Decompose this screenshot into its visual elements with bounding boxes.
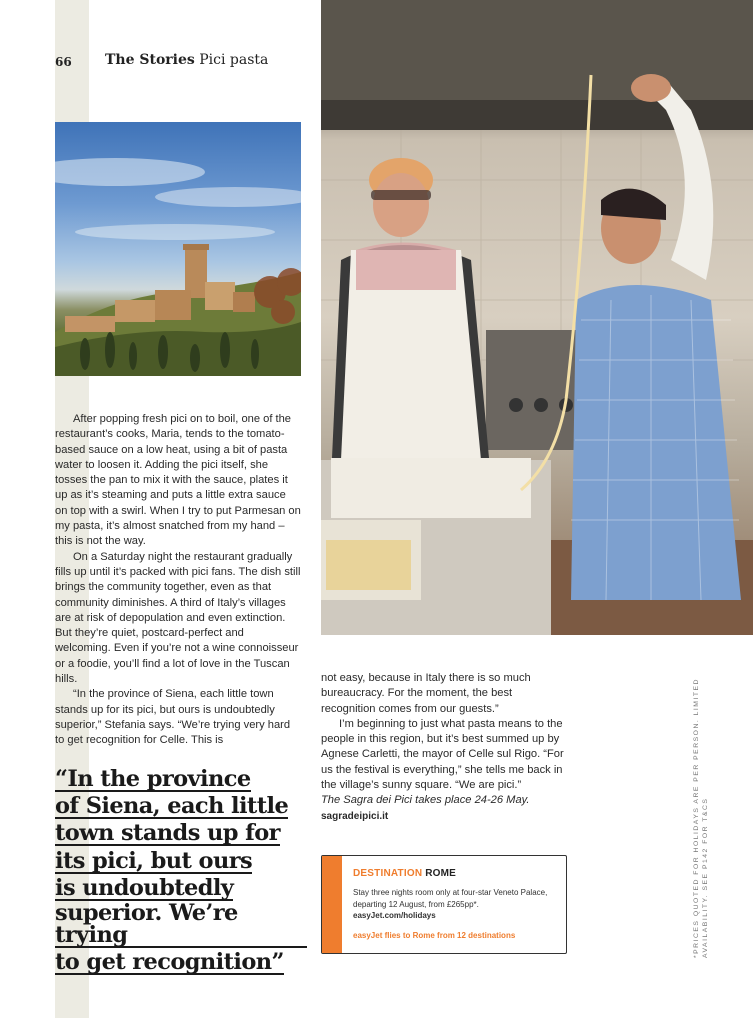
destination-city: ROME xyxy=(425,868,457,879)
pull-quote-line: “In the province xyxy=(55,766,251,792)
destination-label: DESTINATION xyxy=(353,868,423,879)
paragraph: After popping fresh pici on to boil, one of the restaurant’s cooks, Maria, tends to the tomato-based sauce on a low heat, using a bit of pasta water to loosen it. Adding the pici itself, she tosses the pan to mix it with the sauce, plates it up as it’s steaming and puts a little extra sauce on top with a swirl. When I try to put Parmesan on my pasta, it’s almost snatched from my hand – this is not the way. xyxy=(55,413,301,548)
destination-title xyxy=(353,868,456,879)
body-column-right xyxy=(321,671,567,824)
section-title: The Stories xyxy=(105,52,195,68)
paragraph: “In the province of Siena, each little town stands up for its pici, but ours is undoubtedly superior,” Stefania says. “We’re trying very hard to get recognition for Celle. This is xyxy=(55,688,291,747)
pull-quote-line: of Siena, each little xyxy=(55,793,289,820)
pasta-makers-photo xyxy=(321,0,753,635)
pull-quote-line: to get recognition” xyxy=(55,949,284,976)
holidays-link[interactable]: easyJet.com/holidays xyxy=(353,911,436,920)
pull-quote xyxy=(55,766,307,976)
paragraph: On a Saturday night the restaurant gradually fills up until it’s packed with pici fans. The dish still brings the community together, even as that community diminishes. A third of Italy’s villages are at risk of depopulation and even extinction. But they’re quiet, postcard-perfect and welcoming. Even if you’re not a wine connoisseur or a foodie, you’ll find a lot of love in the Tuscan hills. xyxy=(55,550,301,686)
pull-quote-line: town stands up for xyxy=(55,820,280,847)
destination-accent-bar xyxy=(322,856,342,953)
paragraph: I’m beginning to just what pasta means to the people in this region, but it’s best summed up by Agnese Carletti, the mayor of Celle sul Rigo. “For us the festival is everything,” she tells me back in the village’s sunny square. “We are pici.” xyxy=(321,717,564,792)
event-date: The Sagra dei Pici takes place 24-26 May. xyxy=(321,794,530,807)
tuscan-village-photo xyxy=(55,122,301,376)
website-link[interactable]: sagradeipici.it xyxy=(321,810,389,822)
destination-body xyxy=(353,887,553,922)
paragraph-continuation: not easy, because in Italy there is so much bureaucracy. For the moment, the best recognition comes from our guests.” xyxy=(321,672,531,715)
pull-quote-line: its pici, but ours xyxy=(55,847,253,874)
destination-box xyxy=(321,855,567,954)
page-number: 66 xyxy=(55,55,72,69)
running-header xyxy=(105,52,268,68)
pull-quote-line: superior. We’re trying xyxy=(55,902,307,948)
destination-footer: easyJet flies to Rome from 12 destinations xyxy=(353,931,516,940)
pricing-disclaimer: *PRICES QUOTED FOR HOLIDAYS ARE PER PERSON. LIMITED AVAILABILITY. SEE P142 FOR T&CS xyxy=(693,678,709,958)
body-column-left xyxy=(55,412,301,749)
topic-title: Pici pasta xyxy=(199,52,269,68)
destination-offer: Stay three nights room only at four-star Veneto Palace, departing 12 August, from £265pp*. xyxy=(353,888,548,909)
pull-quote-line: is undoubtedly xyxy=(55,874,234,901)
